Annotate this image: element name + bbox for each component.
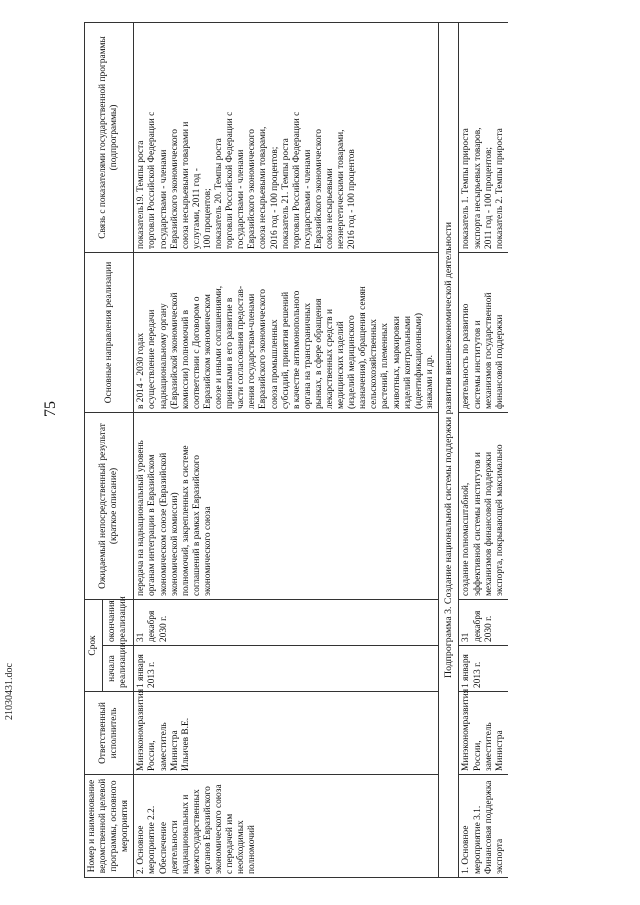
cell-number-name: 1. Основное мероприятие 3.1. Финансовая поддержка экспорта <box>459 775 508 878</box>
col-header-link: Связь с показателями государственной программы (подпрограммы) <box>85 23 134 253</box>
cell-end: 31 декабря 2030 г. <box>459 600 508 646</box>
col-header-end: окончания реализации <box>103 600 134 646</box>
cell-link: показатель 1. Темпы прироста экспорта несырьевых товаров, 2011 год - 100 процентов; показатель 2. Темпы прироста <box>459 23 508 253</box>
col-header-directions: Основные направления реализации <box>85 253 134 413</box>
section-title: Подпрограмма 3. Создание национальной системы поддержки развития внешнеэкономической деятельности <box>438 23 459 878</box>
cell-directions: в 2014 - 2030 годах осуществление передачи наднациональному органу (Евразийской экономической комиссии) полномочий в соответствии с Договором о Евразийском экономическом союзе и иными соглашениями, принятыми в его развитие в части согласования предостав- ления государствам-членами Евразийского экономического союза промышленных субсидий, принятия решений в качестве антимонопольного органа на трансграничных рынках, в сфере обращения лекарственных средств и медицинских изделий (изделий медицинского назначения), обращения семян сельскохозяйственных растений, племенных животных, маркировки изделий контрольными (идентификационными) знаками и др. <box>134 253 439 413</box>
program-table <box>84 22 508 878</box>
footer-filename: 21030431.doc <box>4 663 15 720</box>
section-row <box>438 23 459 878</box>
rotated-table-container <box>84 23 606 878</box>
table-row <box>134 23 439 878</box>
page-number: 75 <box>42 401 59 417</box>
cell-start: 1 января 2013 г. <box>134 646 439 692</box>
cell-responsible: Минэкономразвития России, заместитель Министра Ильичев В.Е. <box>134 692 439 775</box>
cell-result: передача на наднациональный уровень органам интеграции в Евразийском экономическом союзе (Евразийской экономической комиссии) полномочий, закрепленных в системе соглашений в рамках Евразийского экономического союза <box>134 413 439 600</box>
cell-link: показатель19. Темпы роста торговли Российской Федерации с государствами - членами Евразийского экономического союза несырьевыми товарами и услугами, 2011 год - 100 процентов; показатель 20. Темпы роста торговли Российской Федерации с государствами - членами Евразийского экономического союза несырьевыми товарами, 2016 год - 100 процентов; показатель 21. Темпы роста торговли Российской Федерации с государствами - членами Евразийского экономического союза несырьевыми неэнергетическими товарами, 2016 год - 100 процентов <box>134 23 439 253</box>
col-header-responsible: Ответственный исполнитель <box>85 692 134 775</box>
header-row-1 <box>85 23 103 878</box>
cell-responsible: Минэкономразвития России, заместитель Министра <box>459 692 508 775</box>
cell-directions: деятельность по развитию системы институтов и механизмов государственной финансовой поддержки <box>459 253 508 413</box>
cell-start: 1 января 2013 г. <box>459 646 508 692</box>
col-header-number-name: Номер и наименование ведомственной целевой программы, основного мероприятия <box>85 775 134 878</box>
cell-end: 31 декабря 2030 г. <box>134 600 439 646</box>
col-header-term: Срок <box>85 600 103 692</box>
table-row <box>459 23 508 878</box>
col-header-start: начала реализации <box>103 646 134 692</box>
cell-result: создание полномасштабной, эффективной системы институтов и механизмов финансовой поддержки экспорта, покрывающей максимально <box>459 413 508 600</box>
col-header-result: Ожидаемый непосредственный результат (краткое описание) <box>85 413 134 600</box>
cell-number-name: 2. Основное мероприятие 2.2. Обеспечение деятельности наднациональных и межгосударственных органов Евразийского экономического союза с передачей им необходимых полномочий <box>134 775 439 878</box>
